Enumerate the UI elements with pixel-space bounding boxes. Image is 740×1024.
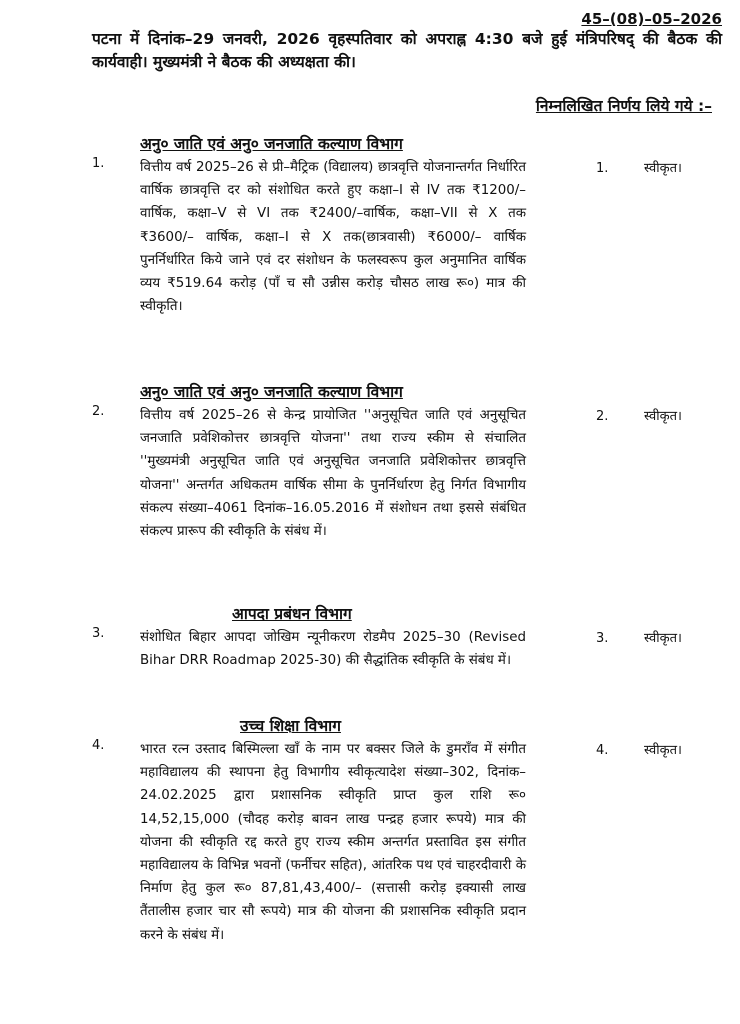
decision-status [596,158,682,176]
item-number: 2. [92,404,105,419]
department-heading: अनु० जाति एवं अनु० जनजाति कल्याण विभाग [140,135,403,153]
department-heading: आपदा प्रबंधन विभाग [232,605,352,623]
item-text: भारत रत्न उस्ताद बिस्मिल्ला खाँ के नाम पर बक्सर जिले के डुमराँव में संगीत महाविद्यालय की स्थापना हेतु विभागीय स्वीकृत्यादेश संख्या–302, दिनांक–24.02.2025 द्वारा प्रशासनिक स्वीकृति प्राप्त कुल राशि रू० 14,52,15,000 (चौदह करोड़ बावन लाख पन्द्रह हजार रूपये) मात्र की योजना की स्वीकृति रद्द करते हुए राज्य स्कीम अन्तर्गत प्रस्तावित इस संगीत महाविद्यालय के विभिन्न भवनों (फर्नीचर सहित), आंतरिक पथ एवं चाहरदीवारी के निर्माण हेतु कुल रू० 87,81,43,400/– (सत्तासी करोड़ इक्यासी लाख तैंतालीस हजार चार सौ रूपये) मात्र की योजना की प्रशासनिक स्वीकृति प्रदान करने के संबंध में। [140,742,526,943]
decision-status [596,406,682,424]
department-heading: उच्च शिक्षा विभाग [240,717,341,735]
status-number: 1. [596,161,609,176]
item-text: वित्तीय वर्ष 2025–26 से प्री–मैट्रिक (विद्यालय) छात्रवृत्ति योजनान्तर्गत निर्धारित वार्षिक छात्रवृत्ति दर को संशोधित करते हुए कक्षा–I से IV तक ₹1200/–वार्षिक, कक्षा–V से VI तक ₹2400/–वार्षिक, कक्षा–VII से X तक ₹3600/– वार्षिक, कक्षा–I से X तक(छात्रवासी) ₹6000/– वार्षिक पुनर्निर्धारित किये जाने एवं दर संशोधन के फलस्वरूप कुल अनुमानित वार्षिक व्यय ₹519.64 करोड़ (पाँ च सौ उन्नीस करोड़ चौसठ लाख रू०) मात्र की स्वीकृति। [140,160,526,315]
item-text: संशोधित बिहार आपदा जोखिम न्यूनीकरण रोडमैप 2025–30 (Revised Bihar DRR Roadmap 2025-30) की सैद्धांतिक स्वीकृति के संबंध में। [140,630,526,669]
meeting-intro: पटना में दिनांक–29 जनवरी, 2026 वृहस्पतिवार को अपराह्न 4:30 बजे हुई मंत्रिपरिषद् की बैठक की कार्यवाही। मुख्यमंत्री ने बैठक की अध्यक्षता की। [92,30,722,71]
status-label: स्वीकृत। [644,161,682,176]
item-number: 4. [92,738,105,753]
status-label: स्वीकृत। [644,743,682,758]
item-text: वित्तीय वर्ष 2025–26 से केन्द्र प्रायोजित ''अनुसूचित जाति एवं अनुसूचित जनजाति प्रवेशिकोत्तर छात्रवृत्ति योजना'' तथा राज्य स्कीम से संचालित ''मुख्यमंत्री अनुसूचित जाति एवं अनुसूचित जनजाति प्रवेशिकोत्तर छात्रवृत्ति योजना'' अन्तर्गत अधिकतम वार्षिक सीमा के पुनर्निर्धारण हेतु निर्गत विभागीय संकल्प संख्या–4061 दिनांक–16.05.2016 में संशोधन तथा इससे संबंधित संकल्प प्रारूप की स्वीकृति के संबंध में। [140,408,526,540]
decision-status [596,740,682,758]
decision-status [596,628,682,646]
status-label: स्वीकृत। [644,409,682,424]
item-number: 3. [92,626,105,641]
status-number: 3. [596,631,609,646]
decisions-heading: निम्नलिखित निर्णय लिये गये :– [535,97,712,115]
department-heading: अनु० जाति एवं अनु० जनजाति कल्याण विभाग [140,383,403,401]
item-number: 1. [92,156,105,171]
status-number: 4. [596,743,609,758]
reference-number: 45–(08)–05–2026 [581,10,722,28]
status-number: 2. [596,409,609,424]
status-label: स्वीकृत। [644,631,682,646]
